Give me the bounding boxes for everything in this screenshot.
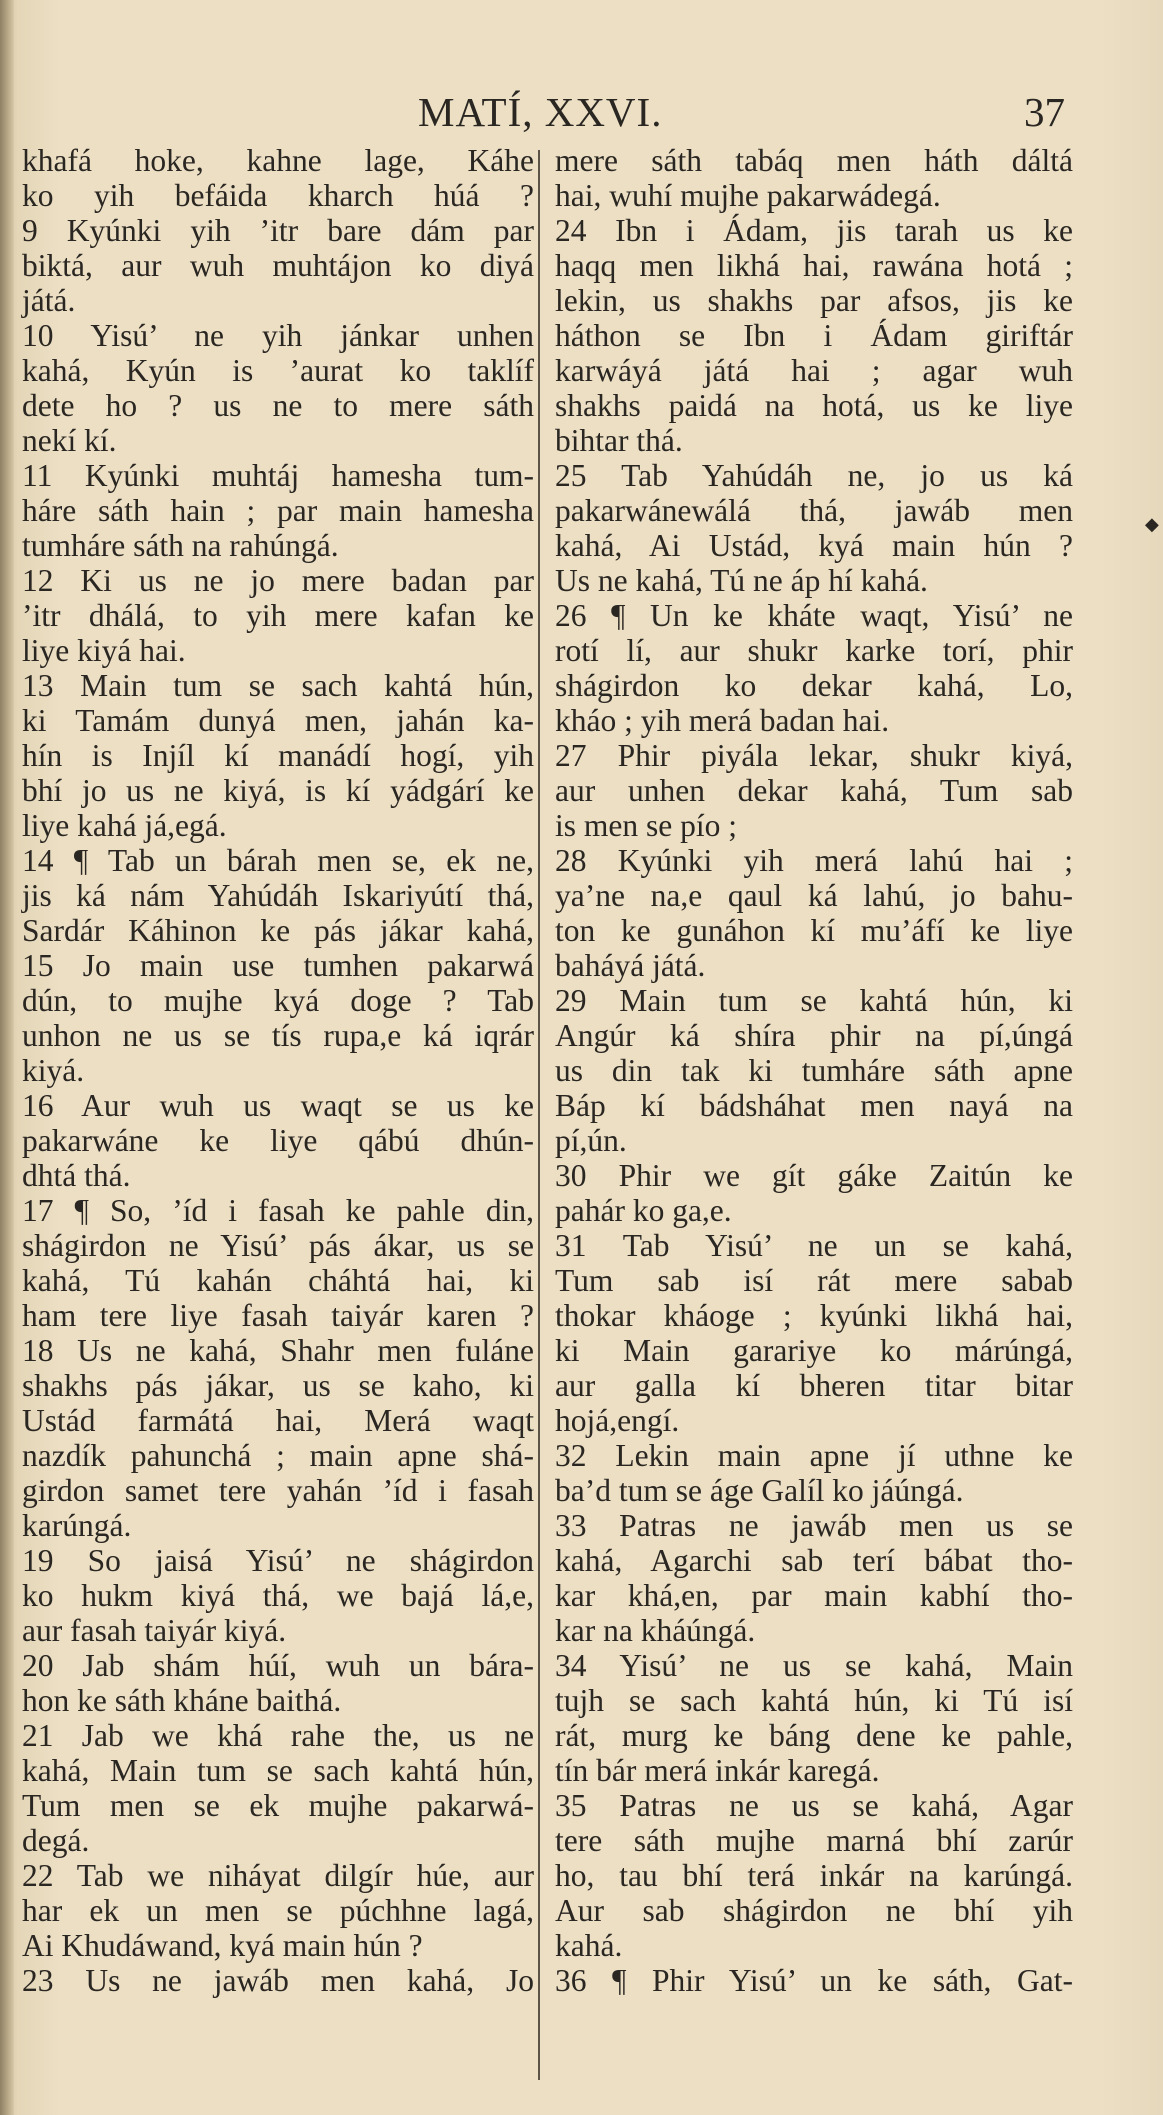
margin-mark: ◆ <box>1145 514 1159 534</box>
text-line: 22 Tab we niháyat dilgír húe, aur <box>22 1858 534 1893</box>
text-line: Ustád farmátá hai, Merá waqt <box>22 1403 534 1438</box>
page-header <box>0 88 1163 138</box>
text-line: 36 ¶ Phir Yisú’ un ke sáth, Gat- <box>555 1963 1073 1998</box>
text-line: biktá, aur wuh muhtájon ko diyá <box>22 248 534 283</box>
text-line: hon ke sáth kháne baithá. <box>22 1683 342 1718</box>
text-line: us din tak ki tumháre sáth apne <box>555 1053 1073 1088</box>
text-line: shakhs paidá na hotá, us ke liye <box>555 388 1073 423</box>
text-line: 32 Lekin main apne jí uthne ke <box>555 1438 1073 1473</box>
text-line: tumháre sáth na rahúngá. <box>22 528 339 563</box>
text-line: dete ho ? us ne to mere sáth <box>22 388 534 423</box>
text-line: 19 So jaisá Yisú’ ne shágirdon <box>22 1543 534 1578</box>
left-text-column <box>22 143 534 1998</box>
text-line: Tum sab isí rát mere sabab <box>555 1263 1073 1298</box>
text-line: kahá. <box>555 1928 623 1963</box>
text-line: Aur sab shágirdon ne bhí yih <box>555 1893 1073 1928</box>
text-line: is men se pío ; <box>555 808 737 843</box>
text-line: aur unhen dekar kahá, Tum sab <box>555 773 1073 808</box>
text-line: ham tere liye fasah taiyár karen ? <box>22 1298 534 1333</box>
text-line: Sardár Káhinon ke pás jákar kahá, <box>22 913 534 948</box>
text-line: kahá, Main tum se sach kahtá hún, <box>22 1753 534 1788</box>
text-line: 10 Yisú’ ne yih jánkar unhen <box>22 318 534 353</box>
text-line: degá. <box>22 1823 90 1858</box>
text-line: thokar kháoge ; kyúnki likhá hai, <box>555 1298 1073 1333</box>
text-line: Angúr ká shíra phir na pí,úngá <box>555 1018 1073 1053</box>
text-line: 11 Kyúnki muhtáj hamesha tum- <box>22 458 534 493</box>
text-line: ton ke gunáhon kí mu’áfí ke liye <box>555 913 1073 948</box>
text-line: karwáyá játá hai ; agar wuh <box>555 353 1073 388</box>
text-line: 14 ¶ Tab un bárah men se, ek ne, <box>22 843 534 878</box>
text-line: baháyá játá. <box>555 948 706 983</box>
text-line: bhí jo us ne kiyá, is kí yádgárí ke <box>22 773 534 808</box>
text-line: aur galla kí bheren titar bitar <box>555 1368 1073 1403</box>
text-line: ya’ne na,e qaul ká lahú, jo bahu- <box>555 878 1073 913</box>
text-line: nazdík pahunchá ; main apne shá- <box>22 1438 534 1473</box>
text-line: rát, murg ke báng dene ke pahle, <box>555 1718 1073 1753</box>
text-line: ba’d tum se áge Galíl ko jáúngá. <box>555 1473 964 1508</box>
text-line: haqq men likhá hai, rawána hotá ; <box>555 248 1073 283</box>
text-line: tujh se sach kahtá hún, ki Tú isí <box>555 1683 1073 1718</box>
text-line: bihtar thá. <box>555 423 683 458</box>
text-line: kahá, Kyún is ’aurat ko taklíf <box>22 353 534 388</box>
text-line: 15 Jo main use tumhen pakarwá <box>22 948 534 983</box>
page-number: 37 <box>1024 89 1065 135</box>
text-line: 28 Kyúnki yih merá lahú hai ; <box>555 843 1073 878</box>
text-line: jis ká nám Yahúdáh Iskariyútí thá, <box>22 878 534 913</box>
text-line: nekí kí. <box>22 423 117 458</box>
text-line: 33 Patras ne jawáb men us se <box>555 1508 1073 1543</box>
text-line: 23 Us ne jawáb men kahá, Jo <box>22 1963 534 1998</box>
text-line: lekin, us shakhs par afsos, jis ke <box>555 283 1073 318</box>
text-line: dhtá thá. <box>22 1158 131 1193</box>
text-line: kar khá,en, par main kabhí tho- <box>555 1578 1073 1613</box>
text-line: hojá,engí. <box>555 1403 680 1438</box>
text-line: háre sáth hain ; par main hamesha <box>22 493 534 528</box>
text-line: har ek un men se púchhne lagá, <box>22 1893 534 1928</box>
text-line: játá. <box>22 283 76 318</box>
text-line: 20 Jab shám húí, wuh un bára- <box>22 1648 534 1683</box>
text-line: khafá hoke, kahne lage, Káhe <box>22 143 534 178</box>
text-line: háthon se Ibn i Ádam giriftár <box>555 318 1073 353</box>
text-line: 34 Yisú’ ne us se kahá, Main <box>555 1648 1073 1683</box>
text-line: ko yih befáida kharch húá ? <box>22 178 534 213</box>
text-line: pí,ún. <box>555 1123 627 1158</box>
text-line: tín bár merá inkár karegá. <box>555 1753 880 1788</box>
text-line: hín is Injíl kí manádí hogí, yih <box>22 738 534 773</box>
text-line: ko hukm kiyá thá, we bajá lá,e, <box>22 1578 534 1613</box>
text-line: 13 Main tum se sach kahtá hún, <box>22 668 534 703</box>
text-line: 12 Ki us ne jo mere badan par <box>22 563 534 598</box>
text-line: ki Tamám dunyá men, jahán ka- <box>22 703 534 738</box>
text-line: 25 Tab Yahúdáh ne, jo us ká <box>555 458 1073 493</box>
text-line: 21 Jab we khá rahe the, us ne <box>22 1718 534 1753</box>
text-line: aur fasah taiyár kiyá. <box>22 1613 287 1648</box>
text-line: shágirdon ko dekar kahá, Lo, <box>555 668 1073 703</box>
text-line: 27 Phir piyála lekar, shukr kiyá, <box>555 738 1073 773</box>
running-title: MATÍ, XXVI. <box>418 89 663 135</box>
text-line: hai, wuhí mujhe pakarwádegá. <box>555 178 941 213</box>
text-line: 24 Ibn i Ádam, jis tarah us ke <box>555 213 1073 248</box>
text-line: kahá, Ai Ustád, kyá main hún ? <box>555 528 1073 563</box>
text-line: Báp kí bádsháhat men nayá na <box>555 1088 1073 1123</box>
text-line: shakhs pás jákar, us se kaho, ki <box>22 1368 534 1403</box>
text-line: unhon ne us se tís rupa,e ká iqrár <box>22 1018 534 1053</box>
text-line: pakarwáne ke liye qábú dhún- <box>22 1123 534 1158</box>
text-line: kiyá. <box>22 1053 85 1088</box>
text-line: 29 Main tum se kahtá hún, ki <box>555 983 1073 1018</box>
text-line: mere sáth tabáq men háth dáltá <box>555 143 1073 178</box>
text-line: 9 Kyúnki yih ’itr bare dám par <box>22 213 534 248</box>
text-line: pakarwánewálá thá, jawáb men <box>555 493 1073 528</box>
text-line: 17 ¶ So, ’íd i fasah ke pahle din, <box>22 1193 534 1228</box>
text-line: 30 Phir we gít gáke Zaitún ke <box>555 1158 1073 1193</box>
text-line: ’itr dhálá, to yih mere kafan ke <box>22 598 534 633</box>
text-line: 18 Us ne kahá, Shahr men fuláne <box>22 1333 534 1368</box>
text-line: kahá, Tú kahán cháhtá hai, ki <box>22 1263 534 1298</box>
text-line: liye kiyá hai. <box>22 633 186 668</box>
text-line: girdon samet tere yahán ’íd i fasah <box>22 1473 534 1508</box>
text-line: Us ne kahá, Tú ne áp hí kahá. <box>555 563 928 598</box>
text-line: 35 Patras ne us se kahá, Agar <box>555 1788 1073 1823</box>
page-binding-edge <box>0 0 14 2115</box>
column-divider <box>538 150 540 2080</box>
text-line: rotí lí, aur shukr karke torí, phir <box>555 633 1073 668</box>
text-line: liye kahá já,egá. <box>22 808 227 843</box>
text-line: karúngá. <box>22 1508 132 1543</box>
text-line: pahár ko ga,e. <box>555 1193 732 1228</box>
text-line: 16 Aur wuh us waqt se us ke <box>22 1088 534 1123</box>
text-line: ki Main garariye ko márúngá, <box>555 1333 1073 1368</box>
text-line: kháo ; yih merá badan hai. <box>555 703 890 738</box>
text-line: tere sáth mujhe marná bhí zarúr <box>555 1823 1073 1858</box>
text-line: dún, to mujhe kyá doge ? Tab <box>22 983 534 1018</box>
text-line: 26 ¶ Un ke kháte waqt, Yisú’ ne <box>555 598 1073 633</box>
text-line: kahá, Agarchi sab terí bábat tho- <box>555 1543 1073 1578</box>
text-line: Tum men se ek mujhe pakarwá- <box>22 1788 534 1823</box>
text-line: ho, tau bhí terá inkár na karúngá. <box>555 1858 1073 1893</box>
text-line: kar na kháúngá. <box>555 1613 756 1648</box>
right-text-column <box>555 143 1073 1998</box>
text-line: shágirdon ne Yisú’ pás ákar, us se <box>22 1228 534 1263</box>
text-line: Ai Khudáwand, kyá main hún ? <box>22 1928 423 1963</box>
text-line: 31 Tab Yisú’ ne un se kahá, <box>555 1228 1073 1263</box>
